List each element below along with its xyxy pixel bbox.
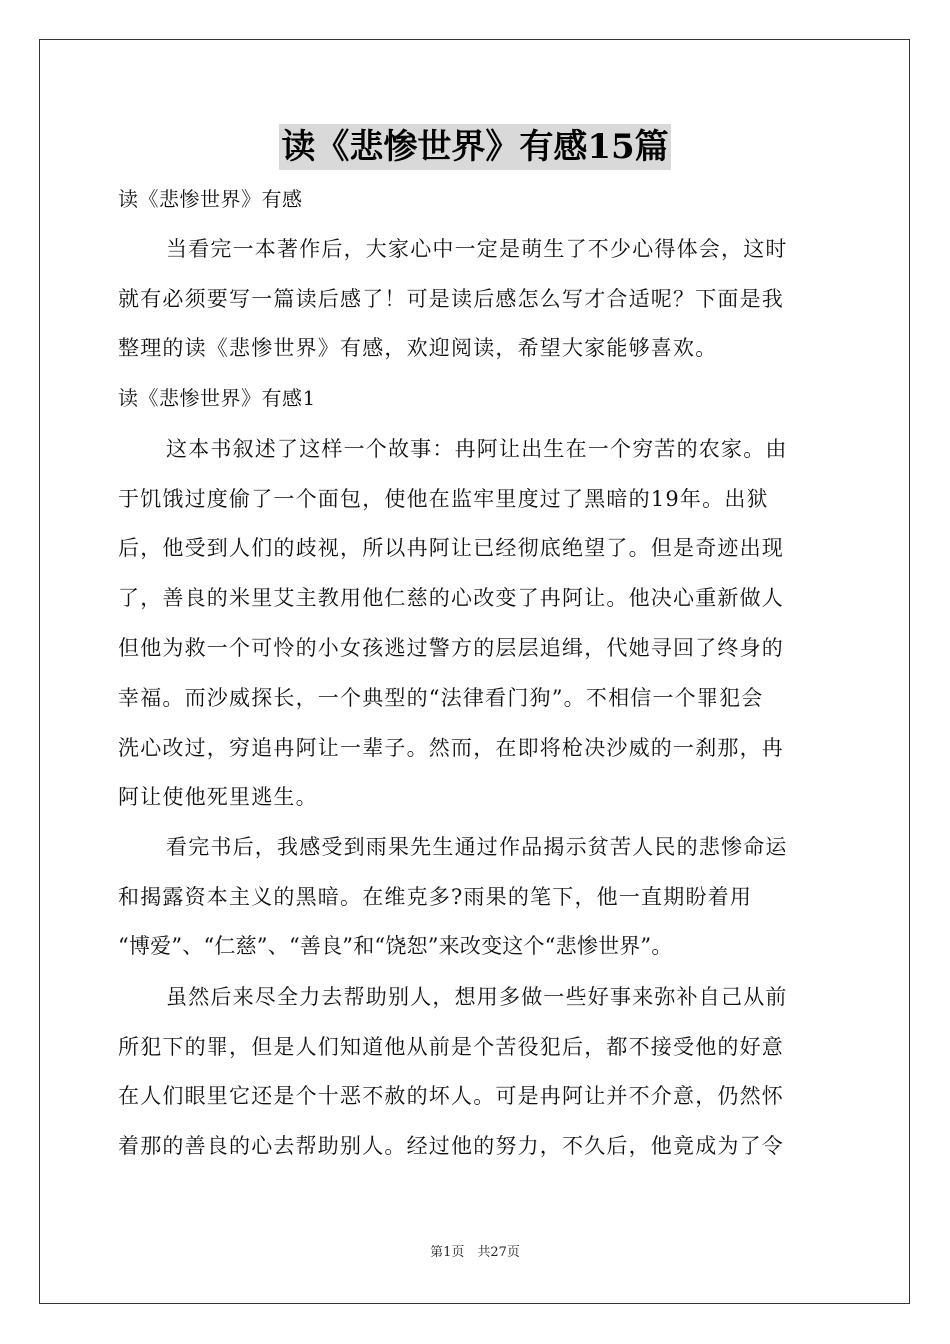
section-heading: 读《悲惨世界》有感 [118, 187, 303, 211]
paragraph-line: 所犯下的罪，但是人们知道他从前是个苦役犯后，都不接受他的好意 [118, 1035, 784, 1059]
paragraph-line: 在人们眼里它还是个十恶不赦的坏人。可是冉阿让并不介意，仍然怀 [118, 1084, 784, 1108]
paragraph-line: 这本书叙述了这样一个故事：冉阿让出生在一个穷苦的农家。由 [166, 437, 788, 461]
paragraph-line: 虽然后来尽全力去帮助别人，想用多做一些好事来弥补自己从前 [166, 985, 788, 1009]
paragraph-line: 着那的善良的心去帮助别人。经过他的努力，不久后，他竟成为了令 [118, 1134, 784, 1158]
paragraph-line: 于饥饿过度偷了一个面包，使他在监牢里度过了黑暗的19年。出狱 [118, 487, 769, 511]
page-border [39, 39, 910, 1304]
paragraph-line: 幸福。而沙威探长，一个典型的“法律看门狗”。不相信一个罪犯会 [118, 686, 764, 710]
paragraph-line: 但他为救一个可怜的小女孩逃过警方的层层追缉，代她寻回了终身的 [118, 636, 784, 660]
paragraph-line: 当看完一本著作后，大家心中一定是萌生了不少心得体会，这时 [166, 237, 788, 261]
paragraph-line: 和揭露资本主义的黑暗。在维克多?雨果的笔下，他一直期盼着用 [118, 885, 753, 909]
paragraph-line: 就有必须要写一篇读后感了！可是读后感怎么写才合适呢？下面是我 [118, 287, 784, 311]
paragraph-line: 阿让使他死里逃生。 [118, 785, 318, 809]
paragraph-line: “博爱”、“仁慈”、“善良”和“饶恕”来改变这个“悲惨世界”。 [118, 934, 673, 958]
paragraph-line: 整理的读《悲惨世界》有感，欢迎阅读，希望大家能够喜欢。 [118, 336, 718, 360]
paragraph-line: 看完书后，我感受到雨果先生通过作品揭示贫苦人民的悲惨命运 [166, 835, 788, 859]
section-heading: 读《悲惨世界》有感1 [118, 386, 316, 410]
paragraph-line: 了，善良的米里艾主教用他仁慈的心改变了冉阿让。他决心重新做人 [118, 586, 784, 610]
page-footer: 第1页 共27页 [430, 1245, 520, 1260]
document-title: 读《悲惨世界》有感15篇 [279, 124, 670, 170]
paragraph-line: 后，他受到人们的歧视，所以冉阿让已经彻底绝望了。但是奇迹出现 [118, 536, 784, 560]
title-wrap [0, 124, 950, 170]
paragraph-line: 洗心改过，穷追冉阿让一辈子。然而，在即将枪决沙威的一刹那，冉 [118, 736, 784, 760]
